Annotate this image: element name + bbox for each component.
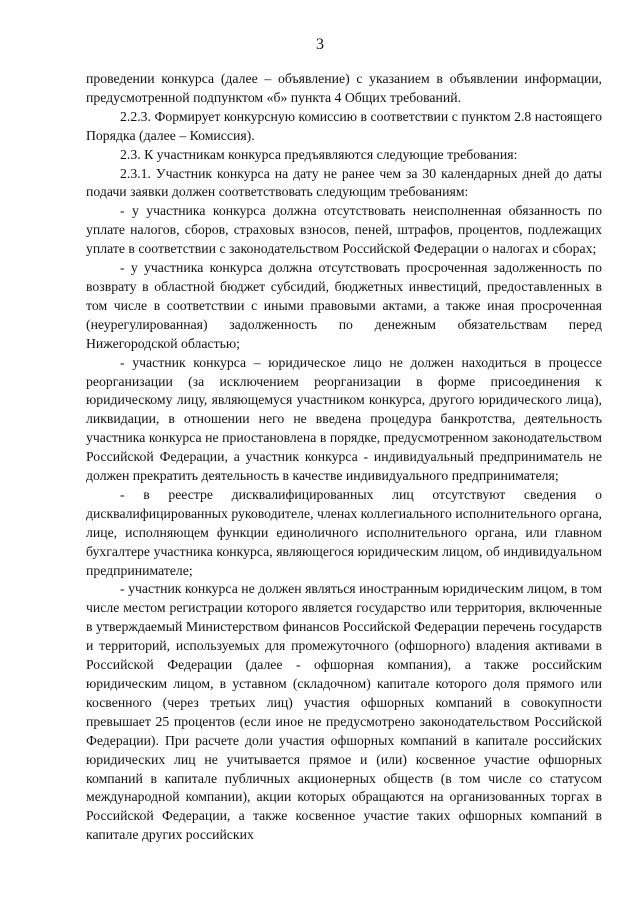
paragraph: - участник конкурса – юридическое лицо не должен находиться в процессе реорганизации (за исключением реорганизации в форме присоединения к юридическому лицу, являющемуся участником конкурса, другого юридического лица), ликвидации, в отношении него не введена процедура банкротства, деятельность участника конкурса не приостановлена в порядке, предусмотренном законодательством Российской Федерации, а участник конкурса - индивидуальный предприниматель не должен прекратить деятельность в качестве индивидуального предпринимателя; <box>86 354 602 484</box>
paragraph: - у участника конкурса должна отсутствовать просроченная задолженность по возврату в областной бюджет субсидий, бюджетных инвестиций, предоставленных в том числе в соответствии с иными правовыми актами, а также иная просроченная (неурегулированная) задолженность по денежным обязательствам перед Нижегородской областью; <box>86 260 602 351</box>
paragraph: - участник конкурса не должен являться иностранным юридическим лицом, в том числе местом регистрации которого является государство или территория, включенные в утверждаемый Министерством финансов Российской Федерации перечень государств и территорий, используемых для промежуточного (офшорного) владения активами в Российской Федерации (далее - офшорная компания), а также российским юридическим лицом, в уставном (складочном) капитале которого доля прямого или косвенного (через третьих лиц) участия офшорных компаний в совокупности превышает 25 процентов (если иное не предусмотрено законодательством Российской Федерации). При расчете доли участия офшорных компаний в капитале российских юридических лиц не учитывается прямое и (или) косвенное участие офшорных компаний в капитале публичных акционерных обществ (в том числе со статусом международной компании), акции которых обращаются на организованных торгах в Российской Федерации, а также косвенное участие таких офшорных компаний в капитале других российских <box>86 581 602 843</box>
page-number: 3 <box>316 36 324 53</box>
paragraph: - у участника конкурса должна отсутствовать неисполненная обязанность по уплате налогов, сборов, страховых взносов, пеней, штрафов, процентов, подлежащих уплате в соответствии с законодательством Российской Федерации о налогах и сборах; <box>86 203 602 257</box>
paragraph: проведении конкурса (далее – объявление) с указанием в объявлении информации, предусмотренной подпунктом «б» пункта 4 Общих требований. <box>86 71 602 105</box>
paragraph: 2.3.1. Участник конкурса на дату не ранее чем за 30 календарных дней до даты подачи заявки должен соответствовать следующим требованиям: <box>86 165 602 200</box>
document-body <box>86 70 602 845</box>
paragraph: - в реестре дисквалифицированных лиц отсутствуют сведения о дисквалифицированных руководителе, членах коллегиального исполнительного органа, лице, исполняющем функции единоличного исполнительного органа, или главном бухгалтере участника конкурса, являющегося юридическим лицом, об индивидуальном предпринимателе; <box>86 486 602 578</box>
paragraph: 2.3. К участникам конкурса предъявляются следующие требования: <box>120 146 518 162</box>
paragraph: 2.2.3. Формирует конкурсную комиссию в соответствии с пунктом 2.8 настоящего Порядка (далее – Комиссия). <box>86 108 602 143</box>
